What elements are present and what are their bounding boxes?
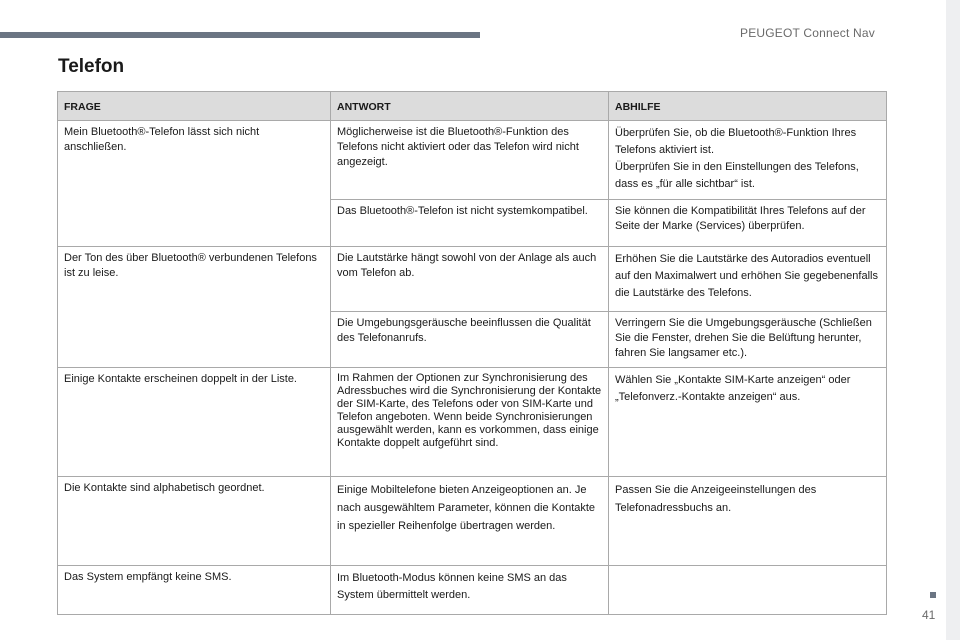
header-accent-bar (0, 32, 480, 38)
table-row (58, 368, 887, 477)
remedy-cell (609, 566, 887, 615)
column-header-frage: FRAGE (58, 92, 331, 121)
question-cell: Einige Kontakte erscheinen doppelt in der Liste. (58, 368, 331, 477)
page-number: 41 (922, 608, 936, 622)
answer-cell: Die Lautstärke hängt sowohl von der Anlage als auch vom Telefon ab. (331, 247, 609, 312)
answer-cell: Im Bluetooth-Modus können keine SMS an das System übermittelt werden. (331, 566, 609, 615)
question-cell: Der Ton des über Bluetooth® verbundenen Telefons ist zu leise. (58, 247, 331, 368)
remedy-cell: Passen Sie die Anzeigeeinstellungen des Telefonadressbuchs an. (609, 477, 887, 566)
page-marker-dot (930, 592, 936, 598)
remedy-cell: Überprüfen Sie, ob die Bluetooth®-Funktion Ihres Telefons aktiviert ist. Überprüfen Sie in den Einstellungen des Telefons, dass es „für alle sichtbar“ ist. (609, 121, 887, 200)
question-cell: Mein Bluetooth®-Telefon lässt sich nicht anschließen. (58, 121, 331, 247)
column-header-antwort: ANTWORT (331, 92, 609, 121)
answer-cell: Einige Mobiltelefone bieten Anzeigeoptionen an. Je nach ausgewähltem Parameter, können die Kontakte in spezieller Reihenfolge übertragen werden. (331, 477, 609, 566)
page-title: Telefon (58, 56, 125, 77)
column-header-abhilfe: ABHILFE (609, 92, 887, 121)
faq-table (57, 91, 887, 615)
table-row (58, 477, 887, 566)
answer-cell: Möglicherweise ist die Bluetooth®-Funktion des Telefons nicht aktiviert oder das Telefon wird nicht angezeigt. (331, 121, 609, 200)
table-row (58, 121, 887, 200)
remedy-cell: Sie können die Kompatibilität Ihres Telefons auf der Seite der Marke (Services) überprüfen. (609, 200, 887, 247)
remedy-cell: Verringern Sie die Umgebungsgeräusche (Schließen Sie die Fenster, drehen Sie die Belüftung herunter, fahren Sie langsamer etc.). (609, 312, 887, 368)
table-row (58, 566, 887, 615)
table-header-row (58, 92, 887, 121)
brand-label: PEUGEOT Connect Nav (740, 26, 875, 40)
answer-cell: Im Rahmen der Optionen zur Synchronisierung des Adressbuches wird die Synchronisierung der Kontakte der SIM-Karte, des Telefons oder von SIM-Karte und Telefon angeboten. Wenn beide Synchronisierungen ausgewählt werden, kann es vorkommen, dass einige Kontakte doppelt aufgeführt sind. (331, 368, 609, 477)
question-cell: Das System empfängt keine SMS. (58, 566, 331, 615)
page-edge-strip (946, 0, 960, 640)
answer-cell: Das Bluetooth®-Telefon ist nicht systemkompatibel. (331, 200, 609, 247)
remedy-cell: Wählen Sie „Kontakte SIM-Karte anzeigen“ oder „Telefonverz.-Kontakte anzeigen“ aus. (609, 368, 887, 477)
question-cell: Die Kontakte sind alphabetisch geordnet. (58, 477, 331, 566)
answer-cell: Die Umgebungsgeräusche beeinflussen die Qualität des Telefonanrufs. (331, 312, 609, 368)
table-row (58, 247, 887, 312)
remedy-cell: Erhöhen Sie die Lautstärke des Autoradios eventuell auf den Maximalwert und erhöhen Sie gegebenenfalls die Lautstärke des Telefons. (609, 247, 887, 312)
